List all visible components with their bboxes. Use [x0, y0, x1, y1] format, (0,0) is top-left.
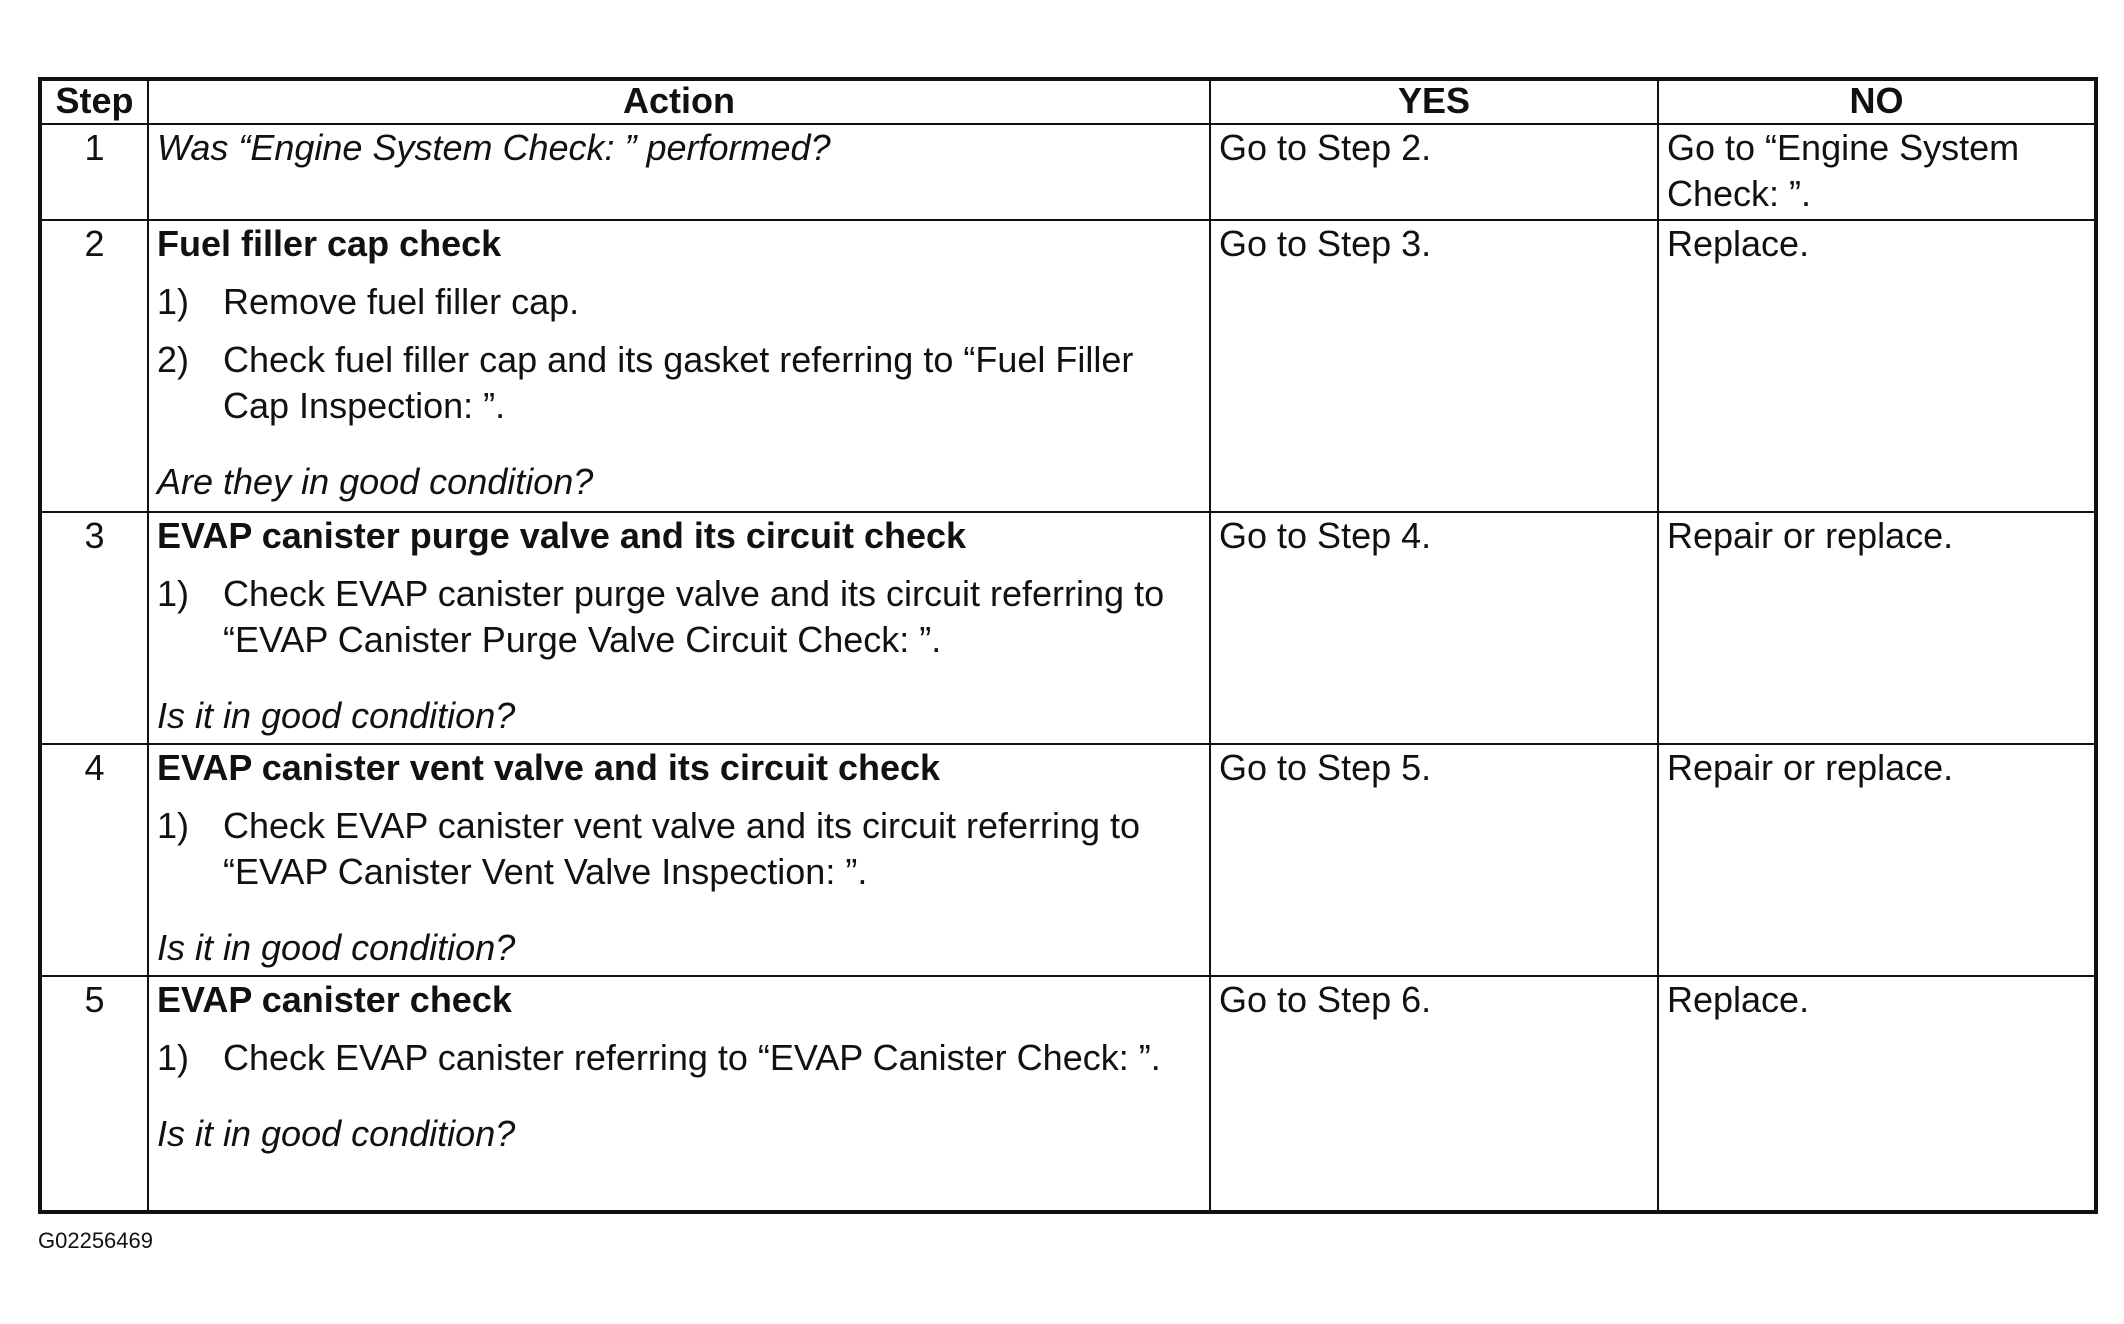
substep	[157, 571, 1201, 663]
yes-result: Go to Step 5.	[1210, 744, 1658, 976]
action-cell	[148, 220, 1210, 512]
yes-result: Go to Step 4.	[1210, 512, 1658, 744]
table-row	[40, 976, 2096, 1212]
figure-id: G02256469	[38, 1228, 153, 1253]
no-result: Repair or replace.	[1658, 512, 2096, 744]
step-number: 4	[40, 744, 148, 976]
step-number: 2	[40, 220, 148, 512]
substep-number: 1)	[157, 281, 190, 322]
substep-number: 1)	[157, 1037, 190, 1078]
step-question: Is it in good condition?	[157, 927, 516, 968]
no-result: Replace.	[1658, 976, 2096, 1212]
substep	[157, 337, 1201, 429]
substep-number: 1)	[157, 573, 190, 614]
substep-text: Check EVAP canister purge valve and its circuit referring to “EVAP Canister Purge Valve Circuit Check: ”.	[223, 573, 1165, 660]
table-row	[40, 124, 2096, 220]
step-question: Was “Engine System Check: ” performed?	[157, 127, 831, 168]
table-row	[40, 220, 2096, 512]
step-title: EVAP canister check	[157, 979, 512, 1020]
step-title: Fuel filler cap check	[157, 223, 502, 264]
yes-result: Go to Step 3.	[1210, 220, 1658, 512]
step-title: EVAP canister purge valve and its circuit check	[157, 515, 967, 556]
no-result: Repair or replace.	[1658, 744, 2096, 976]
step-number: 1	[40, 124, 148, 220]
action-cell	[148, 744, 1210, 976]
yes-result: Go to Step 2.	[1210, 124, 1658, 220]
substep-text: Remove fuel filler cap.	[223, 281, 580, 322]
spacer	[157, 895, 1201, 925]
action-cell	[148, 124, 1210, 220]
header-no: NO	[1658, 79, 2096, 124]
no-result: Replace.	[1658, 220, 2096, 512]
spacer	[157, 663, 1201, 693]
action-cell	[148, 512, 1210, 744]
substep-text: Check EVAP canister vent valve and its circuit referring to “EVAP Canister Vent Valve Inspection: ”.	[223, 805, 1141, 892]
substep-text: Check EVAP canister referring to “EVAP Canister Check: ”.	[223, 1037, 1161, 1078]
substep	[157, 803, 1201, 895]
spacer	[157, 429, 1201, 459]
step-question: Is it in good condition?	[157, 1113, 516, 1154]
header-yes: YES	[1210, 79, 1658, 124]
substep-number: 1)	[157, 805, 190, 846]
header-step: Step	[40, 79, 148, 124]
step-question: Are they in good condition?	[157, 461, 594, 502]
spacer	[157, 1081, 1201, 1111]
step-title: EVAP canister vent valve and its circuit check	[157, 747, 941, 788]
diagnostic-table	[38, 77, 2098, 1214]
header-row	[40, 79, 2096, 124]
table-row	[40, 512, 2096, 744]
step-question: Is it in good condition?	[157, 695, 516, 736]
yes-result: Go to Step 6.	[1210, 976, 1658, 1212]
substep-number: 2)	[157, 339, 190, 380]
no-result: Go to “Engine System Check: ”.	[1658, 124, 2096, 220]
table-row	[40, 744, 2096, 976]
substep-text: Check fuel filler cap and its gasket referring to “Fuel Filler Cap Inspection: ”.	[223, 339, 1134, 426]
substep	[157, 1035, 1201, 1081]
substep	[157, 279, 1201, 325]
header-action: Action	[148, 79, 1210, 124]
step-number: 3	[40, 512, 148, 744]
step-number: 5	[40, 976, 148, 1212]
action-cell	[148, 976, 1210, 1212]
